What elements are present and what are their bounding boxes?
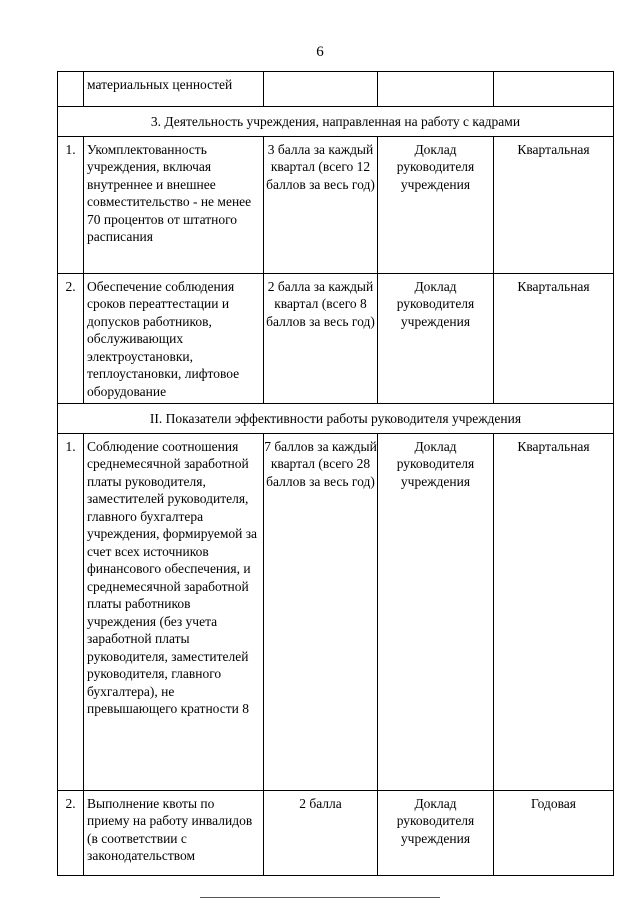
table-row: [58, 136, 614, 273]
row-number: 2.: [58, 790, 84, 875]
row-number: 1.: [58, 433, 84, 790]
score-cell: 2 балла: [264, 790, 378, 875]
score-cell: 7 баллов за каждый квартал (всего 28 баллов за весь год): [264, 433, 378, 790]
score-cell: 2 балла за каждый квартал (всего 8 баллов за весь год): [264, 273, 378, 404]
criterion-cell: Обеспечение соблюдения сроков переаттестации и допусков работников, обслуживающих электроустановки, теплоустановки, лифтовое оборудование: [84, 273, 264, 404]
document-cell: Доклад руководителя учреждения: [378, 433, 494, 790]
section-title: 3. Деятельность учреждения, направленная на работу с кадрами: [58, 107, 614, 137]
table-row: [58, 790, 614, 875]
row-number: 1.: [58, 136, 84, 273]
period-cell: Квартальная: [494, 273, 614, 404]
table-row: [58, 273, 614, 404]
criterion-cell: материальных ценностей: [84, 72, 264, 107]
section-header-row: [58, 404, 614, 434]
period-cell: Квартальная: [494, 433, 614, 790]
section-title: II. Показатели эффективности работы руководителя учреждения: [58, 404, 614, 434]
scan-edge-line: [200, 897, 440, 898]
document-cell: Доклад руководителя учреждения: [378, 136, 494, 273]
row-number: 2.: [58, 273, 84, 404]
document-cell: Доклад руководителя учреждения: [378, 273, 494, 404]
criterion-cell: Выполнение квоты по приему на работу инвалидов (в соответствии с законодательством: [84, 790, 264, 875]
row-number: [58, 72, 84, 107]
document-cell: Доклад руководителя учреждения: [378, 790, 494, 875]
table-row: [58, 433, 614, 790]
criterion-cell: Укомплектованность учреждения, включая внутреннее и внешнее совместительство - не менее 70 процентов от штатного расписания: [84, 136, 264, 273]
criterion-cell: Соблюдение соотношения среднемесячной заработной платы руководителя, заместителей руководителя, главного бухгалтера учреждения, формируемой за счет всех источников финансового обеспечения, и среднемесячной заработной платы работников учреждения (без учета заработной платы руководителя, заместителей руководителя, главного бухгалтера), не превышающего кратности 8: [84, 433, 264, 790]
period-cell: Годовая: [494, 790, 614, 875]
criteria-table: [57, 71, 614, 876]
section-header-row: [58, 107, 614, 137]
page-number: 6: [316, 44, 324, 60]
table-row: [58, 72, 614, 107]
score-cell: 3 балла за каждый квартал (всего 12 баллов за весь год): [264, 136, 378, 273]
period-cell: Квартальная: [494, 136, 614, 273]
